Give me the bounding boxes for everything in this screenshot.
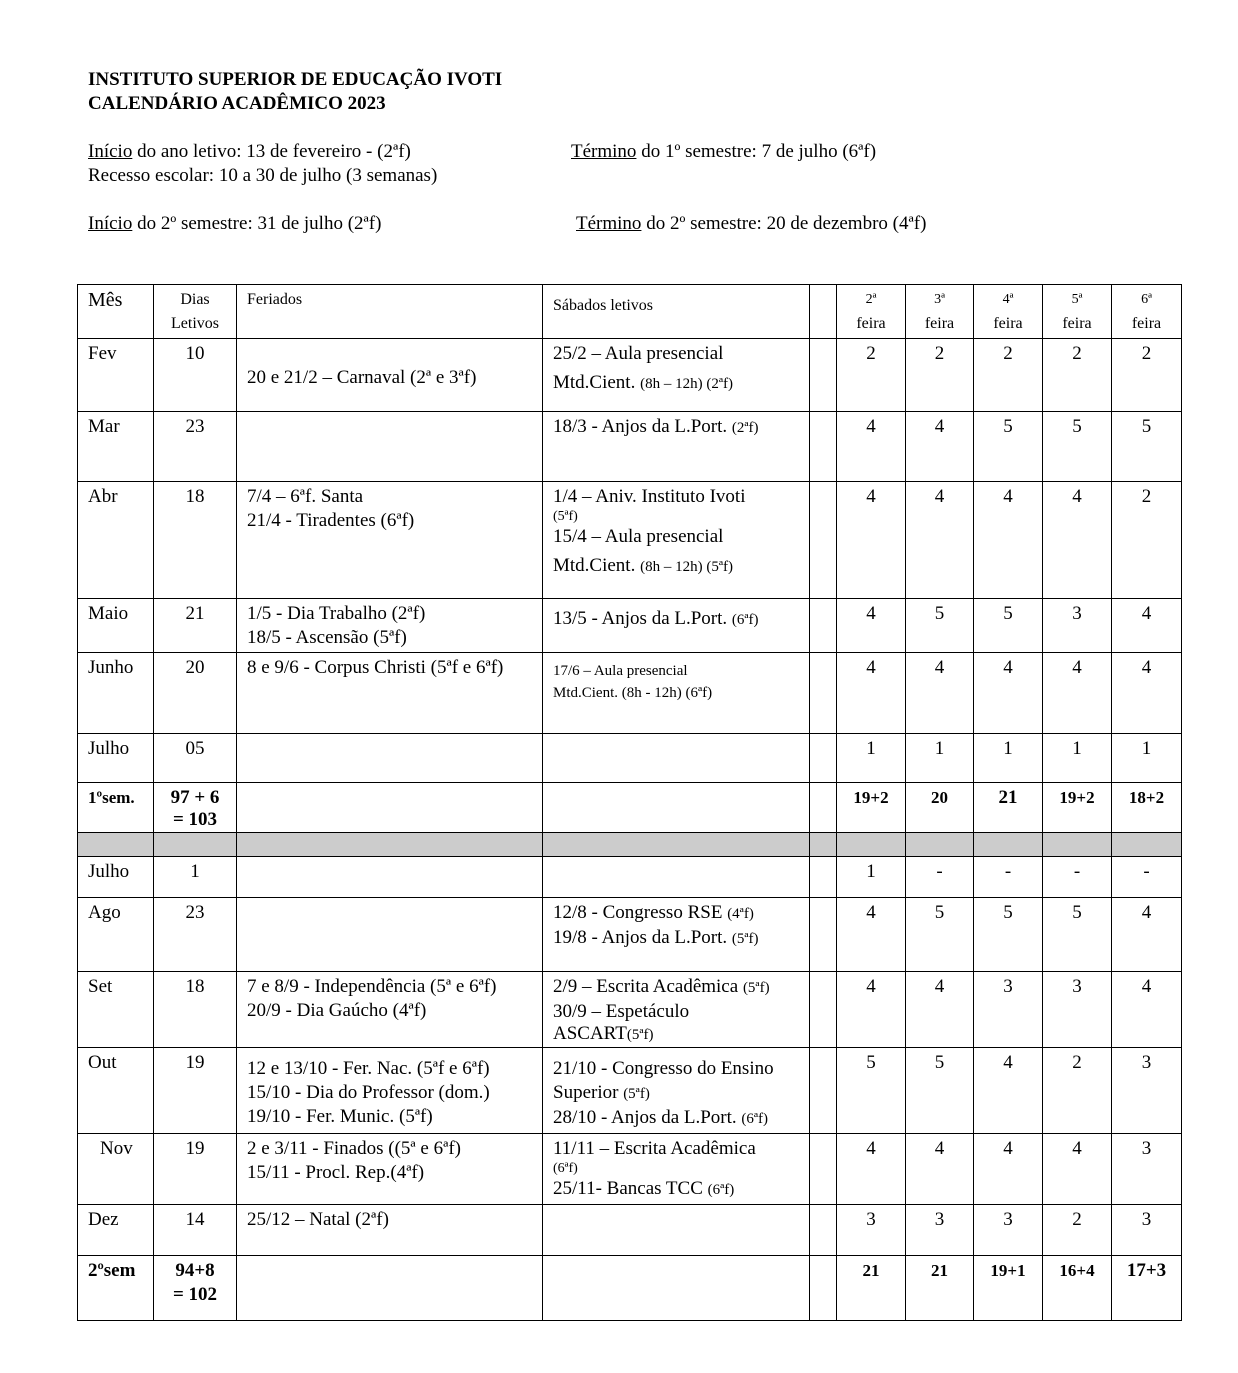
- table-row: [78, 599, 1182, 653]
- holidays-cell: 8 e 9/6 - Corpus Christi (5ªf e 6ªf): [237, 653, 543, 734]
- month-cell: Nov: [78, 1134, 154, 1205]
- semester-total-row: [78, 783, 1182, 833]
- monday-count: 4: [837, 599, 906, 653]
- saturday-text: 25/11- Bancas TCC: [553, 1178, 708, 1199]
- monday-count: 4: [837, 898, 906, 972]
- saturday-line: [553, 1024, 803, 1045]
- holiday-line: 15/10 - Dia do Professor (dom.): [247, 1082, 490, 1103]
- separator-cell: [810, 833, 837, 857]
- separator-cell: [906, 833, 974, 857]
- end-sem1-line: [571, 140, 876, 164]
- monday-count: 1: [837, 857, 906, 898]
- month-cell: Fev: [78, 339, 154, 412]
- table-row: [78, 653, 1182, 734]
- saturday-line: Mtd.Cient. (8h - 12h) (6ªf): [553, 685, 713, 701]
- days-cell: [154, 783, 237, 833]
- table-row: [78, 482, 1182, 599]
- header-wednesday-1: 4ª: [1002, 292, 1014, 307]
- tuesday-count: 3: [906, 1205, 974, 1256]
- saturday-text: Superior: [553, 1082, 624, 1103]
- saturday-line: 1/4 – Aniv. Instituto Ivoti: [553, 486, 746, 507]
- header-tuesday-1: 3ª: [934, 292, 945, 307]
- saturdays-cell: [543, 972, 810, 1048]
- header-friday: [1112, 285, 1182, 339]
- month-cell: Mar: [78, 412, 154, 482]
- saturdays-cell: [543, 898, 810, 972]
- separator-cell: [1043, 833, 1112, 857]
- thursday-count: 4: [1043, 653, 1112, 734]
- friday-count: 3: [1112, 1205, 1182, 1256]
- table-header-row: [78, 285, 1182, 339]
- header-days-line1: Dias: [180, 291, 210, 308]
- saturday-line: 11/11 – Escrita Acadêmica: [553, 1138, 756, 1159]
- header-blank: [810, 285, 837, 339]
- month-cell: Dez: [78, 1205, 154, 1256]
- monday-count: 2: [837, 339, 906, 412]
- saturdays-cell: [543, 1256, 810, 1321]
- wednesday-count: 4: [974, 482, 1043, 599]
- friday-count: 17+3: [1112, 1256, 1182, 1321]
- calendar-table: [77, 284, 1182, 1321]
- saturday-note: (4ªf): [727, 906, 754, 922]
- separator-cell: [237, 833, 543, 857]
- saturdays-cell: [543, 339, 810, 412]
- tuesday-count: -: [906, 857, 974, 898]
- saturday-note: (5ªf): [731, 931, 759, 947]
- start-text: do ano letivo: 13 de fevereiro - (2ªf): [132, 141, 411, 162]
- wednesday-count: 5: [974, 599, 1043, 653]
- month-cell: Julho: [78, 857, 154, 898]
- holidays-cell: [237, 599, 543, 653]
- saturday-note: (6ªf): [731, 612, 759, 628]
- saturdays-cell: [543, 653, 810, 734]
- tuesday-count: 2: [906, 339, 974, 412]
- days-cell: 20: [154, 653, 237, 734]
- thursday-count: 3: [1043, 599, 1112, 653]
- friday-count: 3: [1112, 1134, 1182, 1205]
- tuesday-count: 5: [906, 1048, 974, 1134]
- month-cell: Ago: [78, 898, 154, 972]
- saturday-line: 25/2 – Aula presencial: [553, 343, 724, 364]
- blank-cell: [810, 1205, 837, 1256]
- start-year-line: [88, 140, 411, 164]
- holidays-cell: [237, 857, 543, 898]
- saturday-line: 17/6 – Aula presencial: [553, 663, 688, 679]
- header-tuesday: [906, 285, 974, 339]
- header-holidays: Feriados: [237, 285, 543, 339]
- days-total-line1: 94+8: [175, 1260, 215, 1281]
- saturday-line: [553, 1081, 803, 1106]
- thursday-count: 5: [1043, 898, 1112, 972]
- holiday-line: 15/11 - Procl. Rep.(4ªf): [247, 1162, 425, 1183]
- days-cell: 18: [154, 482, 237, 599]
- tuesday-count: 21: [906, 1256, 974, 1321]
- saturday-line: [553, 926, 803, 951]
- thursday-count: 2: [1043, 1048, 1112, 1134]
- monday-count: 3: [837, 1205, 906, 1256]
- institution-title: INSTITUTO SUPERIOR DE EDUCAÇÃO IVOTI: [88, 69, 503, 90]
- days-cell: 19: [154, 1048, 237, 1134]
- friday-count: 5: [1112, 412, 1182, 482]
- table-row: [78, 972, 1182, 1048]
- friday-count: 4: [1112, 599, 1182, 653]
- friday-count: 18+2: [1112, 783, 1182, 833]
- monday-count: 19+2: [837, 783, 906, 833]
- saturday-note: (8h – 12h) (5ªf): [640, 559, 733, 575]
- saturday-text: 13/5 - Anjos da L.Port.: [553, 608, 732, 629]
- header-wednesday-2: feira: [993, 315, 1023, 332]
- days-cell: 19: [154, 1134, 237, 1205]
- thursday-count: 19+2: [1043, 783, 1112, 833]
- blank-cell: [810, 599, 837, 653]
- header-days-line2: Letivos: [171, 315, 219, 332]
- saturdays-cell: [543, 783, 810, 833]
- monday-count: 21: [837, 1256, 906, 1321]
- monday-count: 4: [837, 653, 906, 734]
- saturday-note: (8h – 12h) (2ªf): [640, 376, 733, 392]
- blank-cell: [810, 1134, 837, 1205]
- wednesday-count: 4: [974, 1134, 1043, 1205]
- table-row: [78, 1205, 1182, 1256]
- saturdays-cell: [543, 482, 810, 599]
- blank-cell: [810, 412, 837, 482]
- wednesday-count: 1: [974, 734, 1043, 783]
- blank-cell: [810, 1256, 837, 1321]
- days-cell: 23: [154, 898, 237, 972]
- saturday-note: (2ªf): [731, 420, 759, 436]
- header-monday-2: feira: [856, 315, 886, 332]
- thursday-count: 2: [1043, 339, 1112, 412]
- blank-cell: [810, 339, 837, 412]
- days-total-line2: = 103: [172, 809, 218, 830]
- saturday-text: Mtd.Cient.: [553, 555, 641, 576]
- holidays-cell: [237, 1134, 543, 1205]
- start-sem2-label: Início: [88, 213, 133, 234]
- holidays-cell: 25/12 – Natal (2ªf): [237, 1205, 543, 1256]
- start-label: Início: [88, 141, 133, 162]
- header-thursday-1: 5ª: [1071, 292, 1083, 307]
- month-cell: Junho: [78, 653, 154, 734]
- table-row: [78, 1048, 1182, 1134]
- header-monday: [837, 285, 906, 339]
- recess-line: Recesso escolar: 10 a 30 de julho (3 semanas): [88, 165, 438, 186]
- days-cell: 10: [154, 339, 237, 412]
- header-wednesday: [974, 285, 1043, 339]
- thursday-count: 2: [1043, 1205, 1112, 1256]
- days-cell: 1: [154, 857, 237, 898]
- tuesday-count: 4: [906, 972, 974, 1048]
- blank-cell: [810, 972, 837, 1048]
- saturday-text: ASCART: [553, 1023, 627, 1044]
- tuesday-count: 4: [906, 412, 974, 482]
- blank-cell: [810, 857, 837, 898]
- friday-count: 4: [1112, 653, 1182, 734]
- saturdays-cell: [543, 1048, 810, 1134]
- end-sem1-text: do 1º semestre: 7 de julho (6ªf): [636, 141, 877, 162]
- monday-count: 4: [837, 1134, 906, 1205]
- holidays-cell: [237, 734, 543, 783]
- holidays-cell: 20 e 21/2 – Carnaval (2ª e 3ªf): [237, 339, 543, 412]
- friday-count: 1: [1112, 734, 1182, 783]
- saturday-text: 12/8 - Congresso RSE: [553, 902, 728, 923]
- thursday-count: 3: [1043, 972, 1112, 1048]
- saturdays-cell: [543, 734, 810, 783]
- month-cell: Maio: [78, 599, 154, 653]
- holidays-cell: [237, 482, 543, 599]
- holidays-cell: [237, 1048, 543, 1134]
- separator-cell: [1112, 833, 1182, 857]
- thursday-count: 5: [1043, 412, 1112, 482]
- monday-count: 4: [837, 972, 906, 1048]
- holiday-line: 18/5 - Ascensão (5ªf): [247, 627, 407, 648]
- days-cell: 18: [154, 972, 237, 1048]
- saturday-note: (6ªf): [707, 1182, 735, 1198]
- wednesday-count: 19+1: [974, 1256, 1043, 1321]
- blank-cell: [810, 783, 837, 833]
- start-sem2-line: [88, 212, 381, 236]
- separator-cell: [543, 833, 810, 857]
- wednesday-count: 21: [974, 783, 1043, 833]
- thursday-count: 1: [1043, 734, 1112, 783]
- saturday-note: (5ªf): [742, 980, 770, 996]
- holiday-line: 20/9 - Dia Gaúcho (4ªf): [247, 1000, 427, 1021]
- holiday-line: 1/5 - Dia Trabalho (2ªf): [247, 603, 426, 624]
- wednesday-count: 5: [974, 412, 1043, 482]
- saturdays-cell: [543, 857, 810, 898]
- saturday-text: 2/9 – Escrita Acadêmica: [553, 976, 743, 997]
- month-cell: Abr: [78, 482, 154, 599]
- end-sem1-label: Término: [571, 141, 637, 162]
- separator-cell: [78, 833, 154, 857]
- holiday-line: 7 e 8/9 - Independência (5ª e 6ªf): [247, 976, 497, 997]
- calendar-title: CALENDÁRIO ACADÊMICO 2023: [88, 93, 386, 114]
- monday-count: 1: [837, 734, 906, 783]
- thursday-count: 4: [1043, 482, 1112, 599]
- tuesday-count: 5: [906, 599, 974, 653]
- days-total-line1: 97 + 6: [170, 787, 220, 808]
- separator-row: [78, 833, 1182, 857]
- monday-count: 5: [837, 1048, 906, 1134]
- saturday-line: 15/4 – Aula presencial: [553, 526, 724, 547]
- days-cell: 23: [154, 412, 237, 482]
- table-row: [78, 412, 1182, 482]
- monday-count: 4: [837, 412, 906, 482]
- saturday-note: (6ªf): [741, 1111, 769, 1127]
- friday-count: 4: [1112, 972, 1182, 1048]
- blank-cell: [810, 482, 837, 599]
- holiday-line: 2 e 3/11 - Finados ((5ª e 6ªf): [247, 1138, 461, 1159]
- month-cell: Julho: [78, 734, 154, 783]
- tuesday-count: 1: [906, 734, 974, 783]
- month-cell: 2ºsem: [78, 1256, 154, 1321]
- saturday-line: [553, 371, 803, 396]
- table-row: [78, 898, 1182, 972]
- end-sem2-text: do 2º semestre: 20 de dezembro (4ªf): [641, 213, 927, 234]
- saturdays-cell: [543, 599, 810, 653]
- wednesday-count: -: [974, 857, 1043, 898]
- saturday-text: 19/8 - Anjos da L.Port.: [553, 927, 732, 948]
- end-sem2-line: [576, 212, 926, 236]
- friday-count: 4: [1112, 898, 1182, 972]
- thursday-count: 4: [1043, 1134, 1112, 1205]
- wednesday-count: 3: [974, 1205, 1043, 1256]
- tuesday-count: 4: [906, 653, 974, 734]
- saturday-line: [553, 1177, 803, 1202]
- saturday-note: (5ªf): [553, 509, 578, 524]
- saturday-text: Mtd.Cient.: [553, 372, 641, 393]
- holidays-cell: [237, 898, 543, 972]
- header-friday-2: feira: [1131, 315, 1162, 332]
- friday-count: -: [1112, 857, 1182, 898]
- month-cell: Out: [78, 1048, 154, 1134]
- days-cell: 21: [154, 599, 237, 653]
- monday-count: 4: [837, 482, 906, 599]
- holiday-line: 19/10 - Fer. Munic. (5ªf): [247, 1106, 433, 1127]
- saturday-text: 28/10 - Anjos da L.Port.: [553, 1107, 742, 1128]
- semester-total-row: [78, 1256, 1182, 1321]
- tuesday-count: 4: [906, 482, 974, 599]
- table-row: [78, 734, 1182, 783]
- saturday-line: 30/9 – Espetáculo: [553, 1001, 690, 1022]
- blank-cell: [810, 653, 837, 734]
- holidays-cell: [237, 783, 543, 833]
- holidays-cell: [237, 1256, 543, 1321]
- wednesday-count: 4: [974, 1048, 1043, 1134]
- days-total-line2: = 102: [172, 1284, 218, 1305]
- holiday-line: 7/4 – 6ªf. Santa: [247, 486, 364, 507]
- thursday-count: -: [1043, 857, 1112, 898]
- saturday-line: [553, 975, 803, 1000]
- saturday-note: (6ªf): [553, 1161, 578, 1176]
- wednesday-count: 4: [974, 653, 1043, 734]
- saturday-note: (5ªf): [623, 1086, 650, 1102]
- saturdays-cell: [543, 412, 810, 482]
- header-friday-1: 6ª: [1141, 292, 1152, 307]
- friday-count: 2: [1112, 482, 1182, 599]
- separator-cell: [154, 833, 237, 857]
- saturdays-cell: [543, 1205, 810, 1256]
- wednesday-count: 3: [974, 972, 1043, 1048]
- header-thursday: [1043, 285, 1112, 339]
- month-cell: 1ºsem.: [78, 783, 154, 833]
- wednesday-count: 5: [974, 898, 1043, 972]
- saturdays-cell: [543, 1134, 810, 1205]
- wednesday-count: 2: [974, 339, 1043, 412]
- saturday-line: [553, 554, 803, 579]
- friday-count: 2: [1112, 339, 1182, 412]
- header-month: Mês: [78, 285, 154, 339]
- saturday-line: [553, 1106, 803, 1131]
- saturday-text: 18/3 - Anjos da L.Port.: [553, 416, 732, 437]
- header-tuesday-2: feira: [924, 315, 955, 332]
- tuesday-count: 4: [906, 1134, 974, 1205]
- blank-cell: [810, 734, 837, 783]
- days-cell: [154, 1256, 237, 1321]
- header-thursday-2: feira: [1062, 315, 1092, 332]
- tuesday-count: 5: [906, 898, 974, 972]
- end-sem2-label: Término: [576, 213, 642, 234]
- header-monday-1: 2ª: [865, 292, 877, 307]
- blank-cell: [810, 1048, 837, 1134]
- holiday-line: 21/4 - Tiradentes (6ªf): [247, 510, 415, 531]
- saturday-line: 21/10 - Congresso do Ensino: [553, 1058, 774, 1079]
- days-cell: 14: [154, 1205, 237, 1256]
- holiday-line: 12 e 13/10 - Fer. Nac. (5ªf e 6ªf): [247, 1058, 490, 1079]
- saturday-line: [553, 901, 803, 926]
- blank-cell: [810, 898, 837, 972]
- days-cell: 05: [154, 734, 237, 783]
- table-row: [78, 857, 1182, 898]
- table-row: [78, 1134, 1182, 1205]
- header-school-days: [154, 285, 237, 339]
- friday-count: 3: [1112, 1048, 1182, 1134]
- saturday-note: (5ªf): [626, 1027, 654, 1043]
- separator-cell: [974, 833, 1043, 857]
- holidays-cell: [237, 412, 543, 482]
- thursday-count: 16+4: [1043, 1256, 1112, 1321]
- separator-cell: [837, 833, 906, 857]
- holidays-cell: [237, 972, 543, 1048]
- month-cell: Set: [78, 972, 154, 1048]
- tuesday-count: 20: [906, 783, 974, 833]
- header-saturdays: Sábados letivos: [543, 285, 810, 339]
- start-sem2-text: do 2º semestre: 31 de julho (2ªf): [132, 213, 382, 234]
- table-row: [78, 339, 1182, 412]
